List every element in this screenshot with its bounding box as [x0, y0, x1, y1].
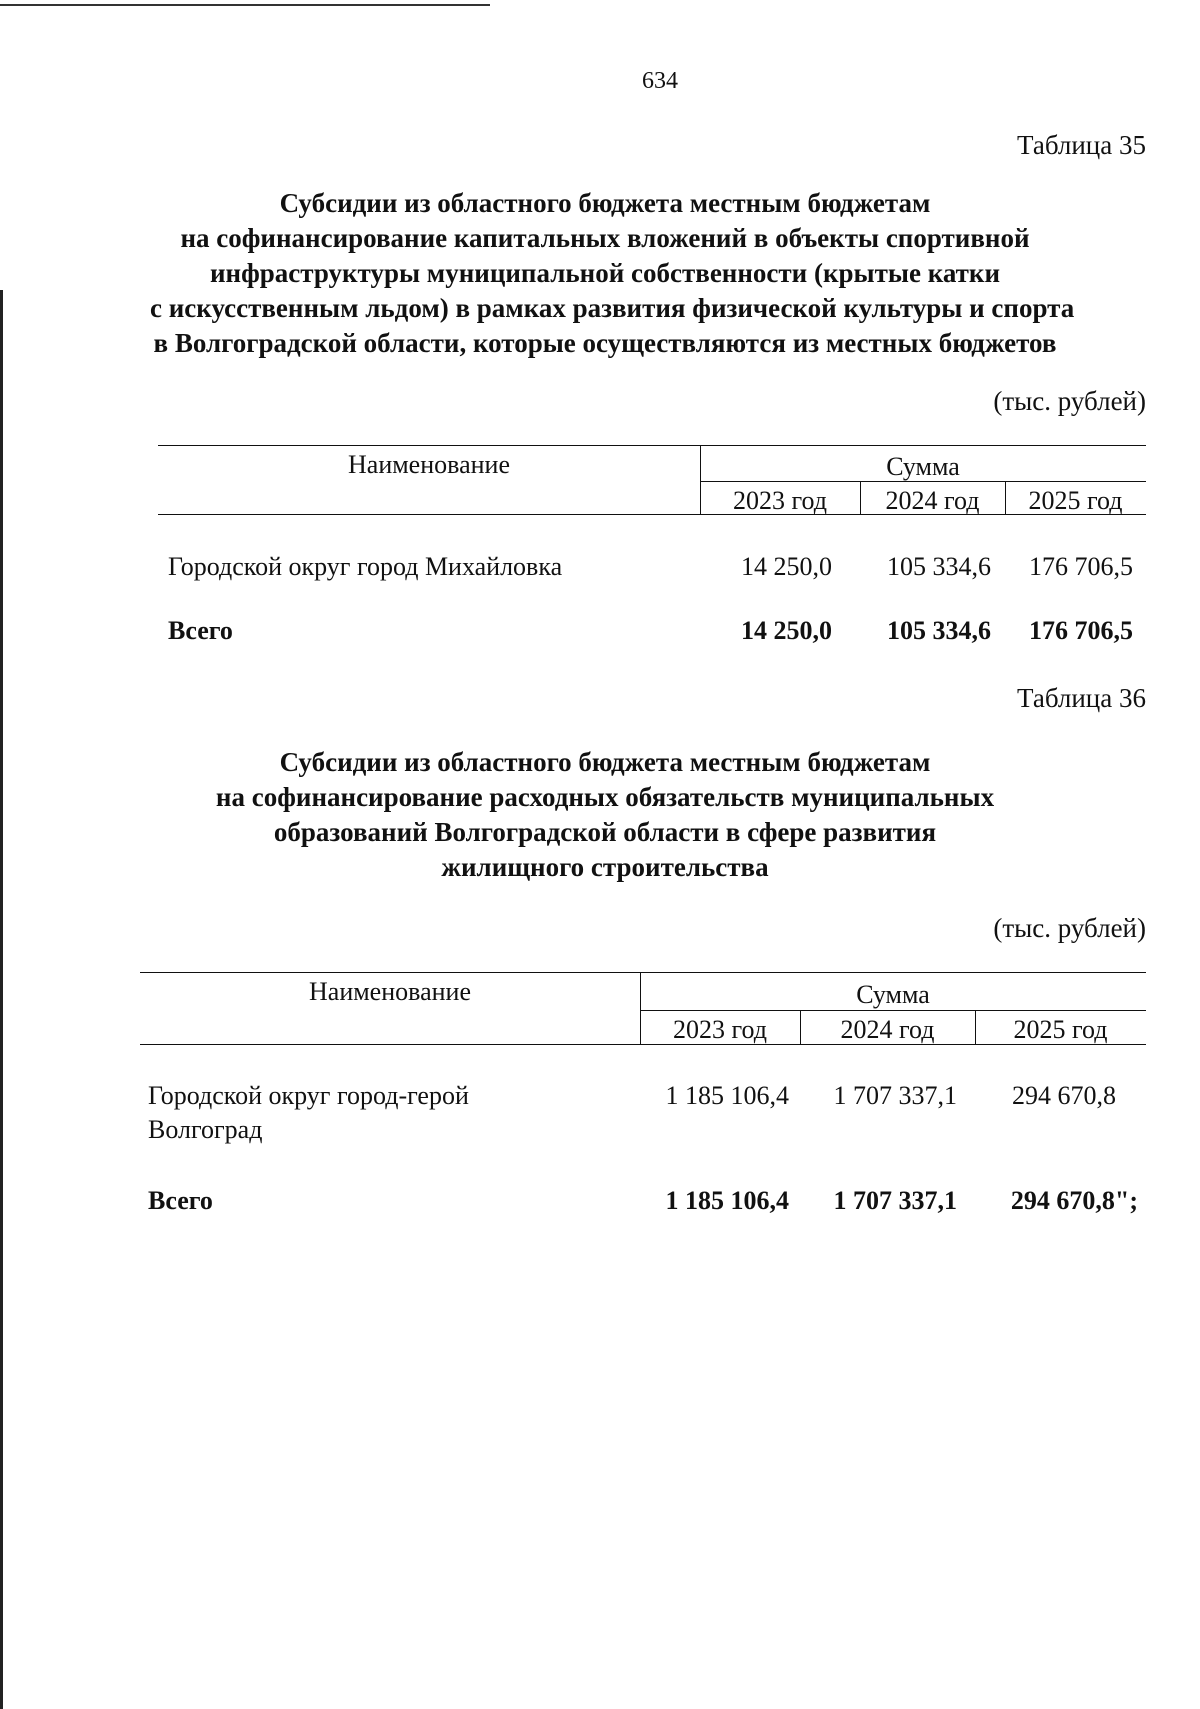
header-name: Наименование — [348, 450, 510, 479]
row-name — [148, 1079, 469, 1147]
total-value-2023: 14 250,0 — [741, 616, 832, 645]
header-year-2024: 2024 год — [885, 486, 980, 515]
title-line: на софинансирование капитальных вложений в объекты спортивной — [180, 223, 1030, 253]
title-line: на софинансирование расходных обязательств муниципальных — [215, 782, 995, 812]
header-year-2025: 2025 год — [1028, 486, 1123, 515]
row-value-2025: 176 706,5 — [1029, 552, 1133, 581]
header-year-2025: 2025 год — [1013, 1015, 1108, 1044]
header-year-2024: 2024 год — [840, 1015, 935, 1044]
header-sum: Сумма — [856, 980, 930, 1009]
table-35-label: Таблица 35 — [1017, 130, 1146, 160]
row-value-2024: 1 707 337,1 — [833, 1081, 957, 1110]
row-name-line: Городской округ город-герой — [148, 1081, 469, 1110]
total-label: Всего — [148, 1186, 213, 1215]
row-name: Городской округ город Михайловка — [168, 552, 563, 581]
row-value-2023: 1 185 106,4 — [665, 1081, 789, 1110]
table-top-rule — [140, 972, 1146, 973]
header-name: Наименование — [309, 977, 471, 1006]
total-value-2024: 105 334,6 — [887, 616, 991, 645]
table-35-units: (тыс. рублей) — [993, 386, 1146, 416]
page-number: 634 — [642, 68, 678, 94]
header-year-2023: 2023 год — [673, 1015, 767, 1044]
sum-header-rule — [640, 1010, 1146, 1011]
row-value-2025: 294 670,8 — [1012, 1081, 1116, 1110]
title-line: инфраструктуры муниципальной собственности (крытые катки — [209, 258, 1001, 288]
title-line: образований Волгоградской области в сфере развития — [273, 817, 937, 847]
header-sum: Сумма — [886, 452, 960, 481]
scan-edge-shadow — [0, 290, 3, 1709]
total-value-2025: 176 706,5 — [1029, 616, 1133, 645]
row-name-line: Волгоград — [148, 1115, 263, 1144]
header-year-2023: 2023 год — [733, 486, 827, 515]
title-line: с искусственным льдом) в рамках развития физической культуры и спорта — [150, 293, 1075, 323]
title-line: Субсидии из областного бюджета местным бюджетам — [279, 747, 931, 777]
title-line: Субсидии из областного бюджета местным бюджетам — [279, 188, 931, 218]
row-value-2023: 14 250,0 — [741, 552, 832, 581]
table-36-units: (тыс. рублей) — [993, 913, 1146, 943]
total-label: Всего — [168, 616, 233, 645]
total-value-2025: 294 670,8"; — [1010, 1186, 1138, 1215]
table-36-label: Таблица 36 — [1017, 683, 1146, 713]
table-top-rule — [158, 445, 1146, 446]
table-36-title — [150, 745, 1060, 885]
total-value-2024: 1 707 337,1 — [833, 1186, 957, 1215]
table-35-title — [150, 186, 1075, 361]
title-line: жилищного строительства — [441, 852, 769, 882]
total-value-2023: 1 185 106,4 — [665, 1186, 789, 1215]
scan-border-line — [0, 4, 490, 6]
title-line: в Волгоградской области, которые осуществляются из местных бюджетов — [153, 328, 1057, 358]
row-value-2024: 105 334,6 — [887, 552, 991, 581]
